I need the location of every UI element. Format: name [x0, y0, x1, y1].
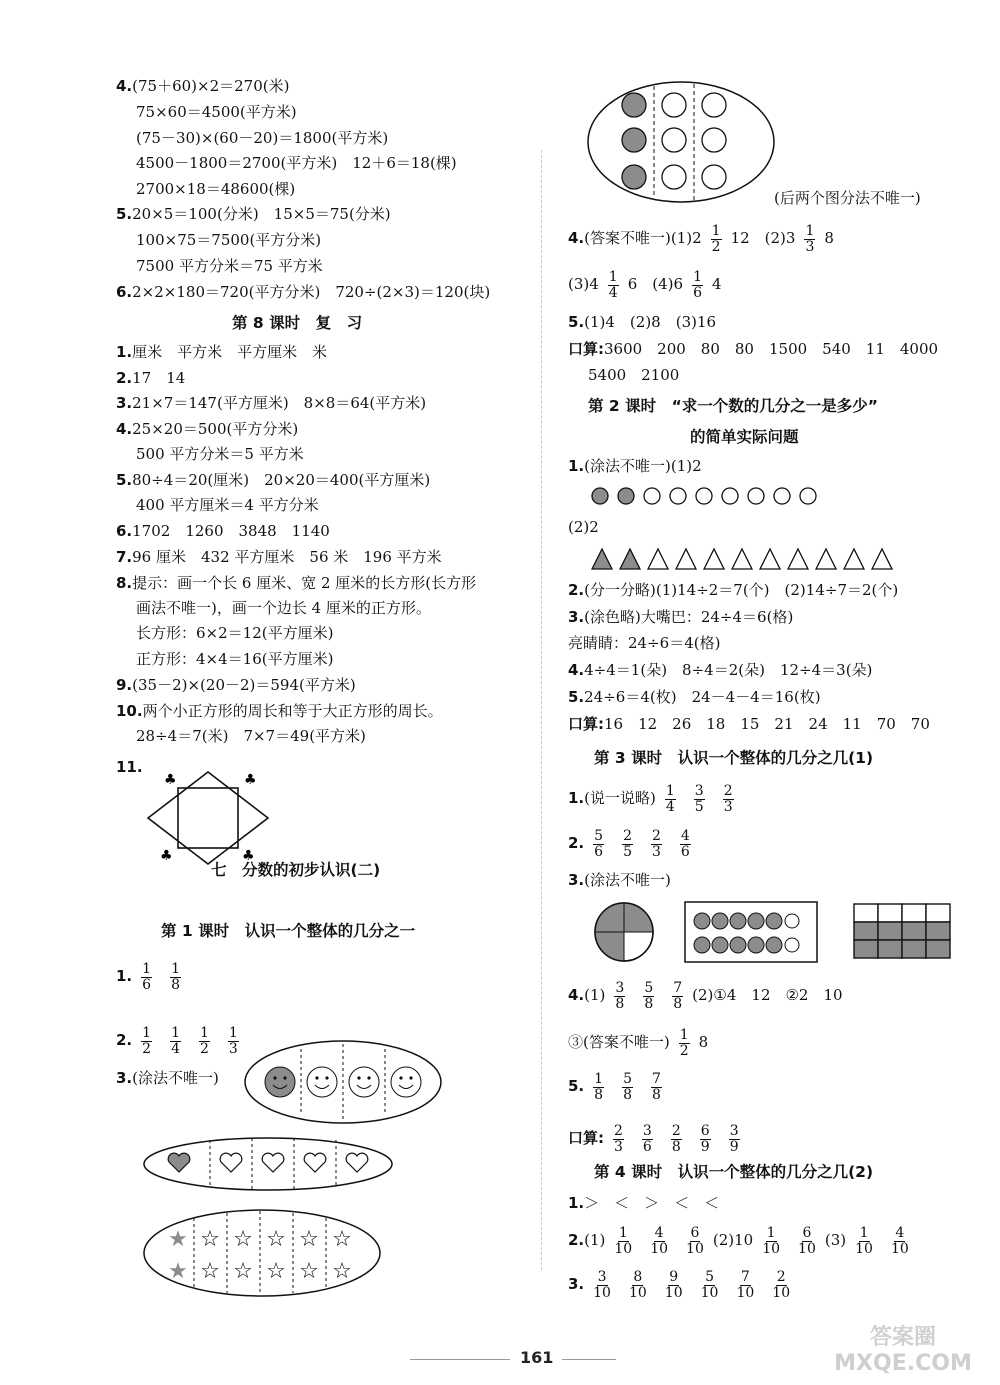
unit-3-answer: 3.(涂法不唯一): [116, 1069, 219, 1087]
fraction: $\frac{2}{3}$: [651, 827, 661, 860]
square-diamond-figure: [146, 770, 276, 866]
unit-7-title: 七 分数的初步认识(二): [211, 861, 381, 879]
problem-5-line-2: 100×75＝7500(平方分米): [136, 231, 322, 249]
pie-circle-figure: [592, 900, 656, 964]
review-4-line-1: 4.25×20＝500(平方分米): [116, 420, 299, 438]
answer-5: 5.(1)4 (2)8 (3)16: [568, 313, 717, 331]
fraction: $\frac{1}{3}$: [228, 1024, 238, 1057]
circle-icon: [622, 93, 726, 189]
section-2-answer-3-line-2: 亮睛睛：24÷6＝4(格): [568, 634, 721, 652]
section-4-answer-2: 2.(1) $\frac{1}{10}$ $\frac{4}{10}$ $\frac{6}{10}$ (2)10 $\frac{1}{10}$ $\frac{6}{10}$ (3) $\frac{1}{10}$ $\frac{4}{10}$: [568, 1224, 909, 1257]
problem-5-line-1: 5.20×5＝100(分米) 15×5＝75(分米): [116, 205, 391, 223]
section-2-answer-3-line-1: 3.(涂色略)大嘴巴：24÷4＝6(格): [568, 608, 794, 626]
problem-6-line-1: 6.2×2×180＝720(平方分米) 720÷(2×3)＝120(块): [116, 283, 491, 301]
lesson-2-title-line-2: 的简单实际问题: [690, 428, 799, 446]
star-oval-figure: [142, 1208, 382, 1298]
section-4-answer-1: 1.＞ ＜ ＞ ＜ ＜: [568, 1194, 720, 1212]
fraction: $\frac{3}{5}$: [694, 782, 704, 815]
page-number-rule-right: [562, 1359, 616, 1360]
section-2-answer-1: 1.(涂法不唯一)(1)2: [568, 457, 702, 475]
watermark-logo: 答案圈 MXQE.COM: [834, 1325, 972, 1376]
fraction: $\frac{1}{4}$: [665, 782, 675, 815]
svg-text:☆: ☆: [266, 1227, 286, 1252]
lesson-2-title-line-1: 第 2 课时 “求一个数的几分之一是多少”: [588, 397, 878, 415]
answer-4-part-2: (3)4 $\frac{1}{4}$ 6 (4)6 $\frac{1}{6}$ 4: [568, 268, 722, 301]
fraction: $\frac{7}{8}$: [651, 1070, 661, 1103]
review-1: 1.厘米 平方米 平方厘米 米: [116, 343, 328, 361]
section-3-answer-4-line-2: ③(答案不唯一) $\frac{1}{2}$ 8: [568, 1026, 709, 1059]
fraction: $\frac{2}{3}$: [723, 782, 733, 815]
section-3-answer-1: 1.(说一说略) $\frac{1}{4}$ $\frac{3}{5}$ $\frac{2}{3}$: [568, 782, 733, 815]
lesson-8-title: 第 8 课时 复 习: [232, 314, 363, 332]
svg-text:☆: ☆: [332, 1227, 352, 1252]
page-number-rule-left: [410, 1359, 510, 1360]
fraction: $\frac{5}{6}$: [594, 827, 604, 860]
fraction: $\frac{5}{10}$: [700, 1268, 719, 1301]
answer-4-part-1: 4.(答案不唯一)(1)2 $\frac{1}{2}$ 12 (2)3 $\frac{1}{3}$ 8: [568, 222, 834, 255]
review-11: 11.: [116, 758, 143, 776]
lesson-1-title: 第 1 课时 认识一个整体的几分之一: [161, 922, 416, 940]
tree-icon: [160, 772, 257, 864]
fraction: $\frac{4}{10}$: [890, 1224, 909, 1257]
review-8-line-4: 正方形：4×4＝16(平方厘米): [136, 650, 334, 668]
fraction: $\frac{1}{4}$: [171, 1024, 180, 1057]
oral-calc-2: 口算:16 12 26 18 15 21 24 11 70 70: [568, 715, 930, 733]
review-4-line-2: 500 平方分米＝5 平方米: [136, 445, 304, 463]
oral-calc-1-line-2: 5400 2100: [588, 366, 680, 384]
fraction: $\frac{9}{10}$: [664, 1268, 683, 1301]
lesson-3-title: 第 3 课时 认识一个整体的几分之几(1): [594, 749, 874, 767]
fraction: $\frac{4}{6}$: [680, 827, 690, 860]
fraction: $\frac{8}{10}$: [628, 1268, 647, 1301]
unit-1-answer: 1. $\frac{1}{6}$ $\frac{1}{8}$: [116, 960, 180, 993]
section-2-answer-5: 5.24÷6＝4(枚) 24－4－4＝16(枚): [568, 688, 821, 706]
svg-text:★: ★: [168, 1227, 188, 1252]
review-5-line-1: 5.80÷4＝20(厘米) 20×20＝400(平方厘米): [116, 471, 431, 489]
problem-4-line-5: 2700×18＝48600(棵): [136, 180, 296, 198]
oral-calc-3: 口算: $\frac{2}{3}$ $\frac{3}{6}$ $\frac{2}{8}$ $\frac{6}{9}$ $\frac{3}{9}$: [568, 1122, 739, 1155]
fraction: $\frac{1}{10}$: [762, 1224, 781, 1257]
apple-box-figure: [684, 901, 818, 963]
fraction: $\frac{1}{10}$: [855, 1224, 873, 1257]
svg-text:☆: ☆: [200, 1259, 220, 1284]
heart-icon: [168, 1153, 368, 1172]
problem-4-line-3: (75－30)×(60－20)＝1800(平方米): [136, 129, 389, 147]
fraction: $\frac{6}{10}$: [686, 1224, 704, 1257]
heart-oval-figure: [142, 1136, 394, 1192]
fraction: $\frac{1}{3}$: [805, 222, 815, 255]
review-8-line-2: 画法不唯一)，画一个边长 4 厘米的正方形。: [136, 599, 431, 617]
fraction: $\frac{2}{10}$: [772, 1268, 791, 1301]
triangle-row-figure: [590, 547, 890, 571]
review-8-line-1: 8.提示：画一个长 6 厘米、宽 2 厘米的长方形(长方形: [116, 574, 477, 592]
review-3: 3.21×7＝147(平方厘米) 8×8＝64(平方米): [116, 394, 427, 412]
problem-4-line-1: 4.(75＋60)×2＝270(米): [116, 77, 290, 95]
fraction: $\frac{2}{5}$: [623, 827, 632, 860]
review-9: 9.(35－2)×(20－2)＝594(平方米): [116, 676, 356, 694]
svg-text:☆: ☆: [332, 1259, 352, 1284]
fraction: $\frac{3}{8}$: [615, 979, 625, 1012]
svg-text:☆: ☆: [200, 1227, 220, 1252]
fraction: $\frac{1}{8}$: [594, 1070, 604, 1103]
svg-text:★: ★: [168, 1259, 188, 1284]
lesson-4-title: 第 4 课时 认识一个整体的几分之几(2): [594, 1163, 874, 1181]
review-10-line-1: 10.两个小正方形的周长和等于大正方形的周长。: [116, 702, 443, 720]
problem-5-line-3: 7500 平方分米＝75 平方米: [136, 257, 323, 275]
review-10-line-2: 28÷4＝7(米) 7×7＝49(平方米): [136, 727, 366, 745]
svg-text:♣: ♣: [244, 772, 257, 788]
fraction: $\frac{1}{8}$: [171, 960, 180, 993]
svg-text:☆: ☆: [299, 1259, 319, 1284]
fraction: $\frac{3}{10}$: [593, 1268, 611, 1301]
unit-2-answer: 2. $\frac{1}{2}$ $\frac{1}{4}$ $\frac{1}{2}$ $\frac{1}{3}$: [116, 1024, 238, 1057]
grid-figure: [853, 903, 953, 961]
section-3-answer-2: 2. $\frac{5}{6}$ $\frac{2}{5}$ $\frac{2}{3}$ $\frac{4}{6}$: [568, 827, 690, 860]
fraction: $\frac{4}{10}$: [650, 1224, 669, 1257]
review-2: 2.17 14: [116, 369, 186, 387]
section-4-answer-3: 3. $\frac{3}{10}$ $\frac{8}{10}$ $\frac{9}{10}$ $\frac{5}{10}$ $\frac{7}{10}$ $\frac{2}{10}$: [568, 1268, 791, 1301]
svg-text:♣: ♣: [164, 772, 177, 788]
figure-note: (后两个图分法不唯一): [774, 189, 921, 207]
fraction: $\frac{1}{2}$: [199, 1024, 209, 1057]
fraction: $\frac{1}{6}$: [693, 268, 702, 301]
fraction: $\frac{5}{8}$: [623, 1070, 632, 1103]
fraction: $\frac{7}{8}$: [673, 979, 683, 1012]
section-3-answer-5: 5. $\frac{1}{8}$ $\frac{5}{8}$ $\frac{7}{8}$: [568, 1070, 661, 1103]
review-8-line-3: 长方形：6×2＝12(平方厘米): [136, 624, 334, 642]
circle-oval-figure: [586, 80, 776, 204]
page-number: 161: [520, 1348, 554, 1367]
fraction: $\frac{5}{8}$: [644, 979, 654, 1012]
svg-text:☆: ☆: [266, 1259, 286, 1284]
fraction: $\frac{1}{2}$: [711, 222, 721, 255]
svg-text:♣: ♣: [242, 848, 255, 864]
fraction: $\frac{1}{2}$: [679, 1026, 689, 1059]
review-7: 7.96 厘米 432 平方厘米 56 米 196 平方米: [116, 548, 442, 566]
fraction: $\frac{2}{3}$: [614, 1122, 623, 1155]
oral-calc-1-line-1: 口算:3600 200 80 80 1500 540 11 4000: [568, 340, 939, 358]
dot-row-figure: [590, 486, 820, 506]
section-2-answer-2: 2.(分一分略)(1)14÷2＝7(个) (2)14÷7＝2(个): [568, 581, 899, 599]
fraction: $\frac{3}{9}$: [729, 1122, 739, 1155]
fraction: $\frac{2}{8}$: [671, 1122, 681, 1155]
problem-4-line-2: 75×60＝4500(平方米): [136, 103, 297, 121]
fraction: $\frac{1}{10}$: [614, 1224, 633, 1257]
fraction: $\frac{6}{9}$: [700, 1122, 710, 1155]
fraction: $\frac{7}{10}$: [736, 1268, 755, 1301]
fraction: $\frac{6}{10}$: [798, 1224, 816, 1257]
svg-text:☆: ☆: [299, 1227, 319, 1252]
column-divider: [541, 150, 542, 1270]
svg-text:☆: ☆: [233, 1259, 253, 1284]
fraction: $\frac{1}{4}$: [608, 268, 618, 301]
svg-text:☆: ☆: [233, 1227, 253, 1252]
review-6: 6.1702 1260 3848 1140: [116, 522, 330, 540]
fraction: $\frac{3}{6}$: [642, 1122, 652, 1155]
review-5-line-2: 400 平方厘米＝4 平方分米: [136, 496, 319, 514]
fraction: $\frac{1}{2}$: [142, 1024, 152, 1057]
section-2-answer-4: 4.4÷4＝1(朵) 8÷4＝2(朵) 12÷4＝3(朵): [568, 661, 873, 679]
apple-icon: [694, 913, 799, 953]
smiley-oval-figure: [243, 1039, 443, 1125]
section-3-answer-4-line-1: 4.(1) $\frac{3}{8}$ $\frac{5}{8}$ $\frac{7}{8}$ (2)①4 12 ②2 10: [568, 979, 843, 1012]
fraction: $\frac{1}{6}$: [142, 960, 152, 993]
section-3-answer-3: 3.(涂法不唯一): [568, 871, 671, 889]
svg-text:♣: ♣: [160, 848, 173, 864]
section-2-answer-1-part-2: (2)2: [568, 518, 599, 536]
problem-4-line-4: 4500－1800＝2700(平方米) 12＋6＝18(棵): [136, 154, 457, 172]
